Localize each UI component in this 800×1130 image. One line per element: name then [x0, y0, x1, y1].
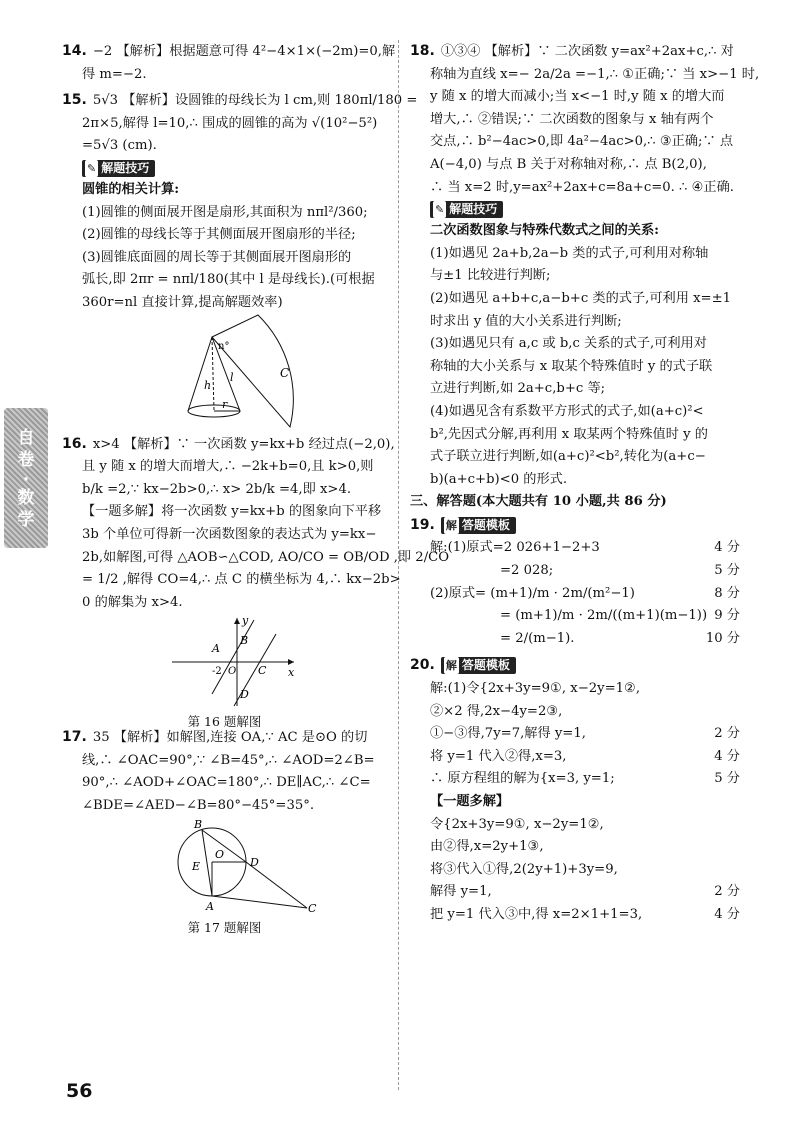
step-text: 由②得,x=2y+1③, — [430, 839, 544, 855]
tips-title: 二次函数图象与特殊代数式之间的关系: — [430, 223, 660, 239]
answer-line: 线,∴ ∠OAC=90°,∵ ∠B=45°,∴ ∠AOD=2∠B= — [82, 752, 375, 768]
point-c-label: C — [308, 901, 317, 915]
step-text: 将③代入①得,2(2y+1)+3y=9, — [430, 861, 618, 877]
step-text: 解得 y=1, — [430, 884, 492, 900]
cone-label-r: r — [222, 397, 228, 411]
page-number: 56 — [66, 1080, 93, 1102]
answer-icon: 解 — [445, 518, 457, 532]
cone-label-h: h — [204, 378, 212, 392]
figure-16 — [62, 614, 387, 730]
answer-icon: 解 — [445, 659, 457, 673]
side-tab-char: 数 — [17, 488, 35, 508]
step-score: 4 分 — [714, 748, 740, 764]
answer-line: 5√3 【解析】设圆锥的母线长为 l cm,则 180πl/180 = — [92, 93, 418, 109]
tips-badge — [430, 201, 503, 218]
pencil-icon: ✎ — [87, 161, 97, 175]
step-row — [410, 701, 740, 724]
figure-caption: 第 16 题解图 — [187, 714, 262, 730]
step-text: = (m+1)/m · 2m/((m+1)(m−1)) — [500, 608, 708, 624]
step-text: (2)原式= (m+1)/m · 2m/(m²−1) — [430, 585, 635, 601]
point-a-label: A — [212, 642, 220, 656]
side-tab-char: 自 — [17, 428, 35, 448]
answer-badge — [441, 517, 516, 534]
step-row — [410, 768, 740, 791]
answer-label: 答题模板 — [461, 658, 510, 673]
answer-line: 称轴为直线 x=− 2a/2a =−1,∴ ①正确;∵ 当 x>−1 时, — [430, 66, 760, 82]
graph-16 — [62, 614, 387, 708]
answer-line: A(−4,0) 与点 B 关于对称轴对称,∴ 点 B(2,0), — [430, 156, 707, 172]
side-tab-char: · — [22, 470, 30, 490]
question-17 — [62, 726, 387, 817]
tips-line: b)(a+c+b)<0 的形式. — [430, 471, 568, 487]
step-row — [410, 859, 740, 882]
question-number: 16. — [62, 435, 87, 452]
tips-box — [62, 158, 387, 315]
step-text: 解:(1)原式=2 026+1−2+3 — [430, 540, 600, 556]
answer-line: ∠BDE=∠AED−∠B=80°−45°=35°. — [82, 798, 315, 814]
tips-line: (1)圆锥的侧面展开图是扇形,其面积为 nπl²/360; — [82, 204, 368, 220]
cone-label-l: l — [230, 370, 234, 384]
point-b-label: B — [194, 817, 203, 831]
step-score: 4 分 — [714, 540, 740, 556]
question-20 — [410, 654, 740, 926]
cone-label-n: n° — [218, 340, 230, 352]
answer-line: 2b,如解图,可得 △AOB∽△COD, AO/CO = OB/OD ,即 2/CO — [82, 549, 450, 565]
tips-line: 360r=nl 直接计算,提高解题效率) — [82, 294, 283, 310]
point-d-label: D — [250, 855, 259, 869]
point-e-label: E — [192, 859, 201, 873]
answer-line: 交点,∴ b²−4ac>0,即 4a²−4ac>0,∴ ③正确;∵ 点 — [430, 134, 734, 150]
answer-line: 得 m=−2. — [82, 66, 147, 82]
answer-line: 0 的解集为 x>4. — [82, 594, 183, 610]
tips-line: 时求出 y 值的大小关系进行判断; — [430, 313, 622, 329]
tips-line: (3)如遇见只有 a,c 或 b,c 关系的式子,可利用对 — [430, 336, 707, 352]
step-row — [410, 560, 740, 583]
multi-solution-label: 【一题多解】 — [430, 794, 510, 809]
answer-line: 2π×5,解得 l=10,∴ 围成的圆锥的高为 √(10²−5²) — [82, 115, 378, 131]
point-o-label: O — [215, 847, 225, 861]
section-heading: 三、解答题(本大题共有 10 小题,共 86 分) — [410, 494, 667, 510]
tips-label: 解题技巧 — [101, 160, 150, 175]
step-score: 2 分 — [714, 726, 740, 742]
point-d-label: D — [240, 688, 249, 702]
step-text: 把 y=1 代入③中,得 x=2×1+1=3, — [430, 906, 643, 922]
point-a-label: A — [206, 899, 214, 913]
step-row — [410, 836, 740, 859]
question-14 — [62, 40, 396, 86]
step-text: = 2/(m−1). — [500, 630, 575, 646]
tick-minus2-label: -2 — [212, 666, 222, 678]
step-row — [410, 814, 740, 837]
answer-badge — [441, 657, 516, 674]
answer-line: ①③④ 【解析】∵ 二次函数 y=ax²+2ax+c,∴ 对 — [440, 44, 734, 59]
step-text: =2 028; — [500, 563, 554, 579]
answer-line: ∴ 当 x=2 时,y=ax²+2ax+c=8a+c=0. ∴ ④正确. — [430, 179, 735, 195]
tips-line: (1)如遇见 2a+b,2a−b 类的式子,可利用对称轴 — [430, 245, 709, 261]
tips-line: (4)如遇见含有系数平方形式的式子,如(a+c)²< — [430, 403, 704, 419]
step-row — [410, 746, 740, 769]
circle-diagram-17 — [62, 818, 387, 914]
question-number: 19. — [410, 516, 435, 533]
tips-line: 称轴的大小关系与 x 取某个特殊值时 y 的式子联 — [430, 358, 713, 374]
step-text: ②×2 得,2x−4y=2③, — [430, 703, 563, 719]
axis-y-label: y — [242, 614, 249, 628]
answer-line: y 随 x 的增大而减小;当 x<−1 时,y 随 x 的增大而 — [430, 89, 725, 105]
question-number: 17. — [62, 729, 87, 746]
step-text: 将 y=1 代入②得,x=3, — [430, 748, 567, 764]
figure-caption: 第 17 题解图 — [187, 919, 262, 935]
answer-line: 3b 个单位可得新一次函数图象的表达式为 y=kx− — [82, 526, 377, 542]
question-number: 20. — [410, 657, 435, 674]
side-tab-char: 卷 — [17, 450, 35, 470]
step-score: 9 分 — [714, 608, 740, 624]
answer-label: 答题模板 — [461, 517, 510, 532]
axis-x-label: x — [288, 666, 295, 680]
tips-line: b²,先因式分解,再利用 x 取某两个特殊值时 y 的 — [430, 426, 708, 442]
cone-figure — [62, 315, 387, 433]
tips-label: 解题技巧 — [449, 202, 498, 217]
tips-box — [410, 199, 740, 491]
question-number: 15. — [62, 92, 87, 109]
step-score: 5 分 — [714, 563, 740, 579]
pencil-icon: ✎ — [435, 203, 445, 217]
tips-line: 立进行判断,如 2a+c,b+c 等; — [430, 381, 606, 397]
origin-label: O — [228, 666, 237, 678]
question-18 — [410, 40, 760, 199]
right-column — [410, 40, 760, 927]
side-tab — [4, 408, 48, 548]
tips-title: 圆锥的相关计算: — [82, 181, 180, 197]
question-19 — [410, 514, 740, 651]
tips-line: (3)圆锥底面圆的周长等于其侧面展开图扇形的 — [82, 249, 352, 265]
tips-line: (2)圆锥的母线长等于其侧面展开图扇形的半径; — [82, 227, 356, 243]
step-score: 8 分 — [714, 585, 740, 601]
question-number: 18. — [410, 43, 435, 59]
step-row — [410, 628, 740, 651]
answer-line: 增大,∴ ②错误;∵ 二次函数的图象与 x 轴有两个 — [430, 111, 714, 127]
answer-line: 且 y 随 x 的增大而增大,∴ −2k+b=0,且 k>0,则 — [82, 459, 374, 475]
answer-line: = 1/2 ,解得 CO=4,∴ 点 C 的横坐标为 4,∴ kx−2b> — [82, 572, 401, 588]
cone-diagram — [62, 315, 387, 433]
tips-badge — [82, 160, 155, 177]
step-score: 5 分 — [714, 771, 740, 787]
tips-line: 式子联立进行判断,如(a+c)²<b²,转化为(a+c− — [430, 449, 706, 465]
answer-line: x>4 【解析】∵ 一次函数 y=kx+b 经过点(−2,0), — [92, 436, 395, 452]
tips-line: (2)如遇见 a+b+c,a−b+c 类的式子,可利用 x=±1 — [430, 290, 732, 306]
step-row — [410, 904, 740, 927]
side-tab-char: 学 — [17, 510, 35, 530]
step-score: 2 分 — [714, 884, 740, 900]
point-b-label: B — [240, 634, 249, 648]
step-row — [410, 723, 740, 746]
step-text: 令{2x+3y=9①, x−2y=1②, — [430, 816, 604, 832]
answer-line: −2 【解析】根据题意可得 4²−4×1×(−2m)=0,解 — [92, 44, 396, 59]
step-text: ①−③得,7y=7,解得 y=1, — [430, 726, 586, 742]
figure-17 — [62, 817, 387, 935]
step-score: 4 分 — [714, 906, 740, 922]
step-score: 10 分 — [705, 630, 740, 646]
cone-label-c: C — [280, 365, 290, 380]
question-number: 14. — [62, 43, 87, 59]
answer-line: b/k =2,∵ kx−2b>0,∴ x> 2b/k =4,即 x>4. — [82, 481, 352, 497]
step-row — [410, 583, 740, 606]
point-c-label: C — [258, 664, 267, 678]
tips-line: 弧长,即 2πr = nπl/180(其中 l 是母线长).(可根据 — [82, 272, 375, 288]
step-row — [410, 605, 740, 628]
question-15 — [62, 89, 418, 158]
step-row — [410, 881, 740, 904]
tips-line: 与±1 比较进行判断; — [430, 268, 551, 284]
answer-line: 【一题多解】将一次函数 y=kx+b 的图象向下平移 — [82, 504, 382, 520]
answer-line: 90°,∴ ∠AOD+∠OAC=180°,∴ DE∥AC,∴ ∠C= — [82, 775, 371, 791]
answer-line: 35 【解析】如解图,连接 OA,∵ AC 是⊙O 的切 — [92, 730, 368, 746]
step-row — [410, 678, 740, 701]
step-text: 解:(1)令{2x+3y=9①, x−2y=1②, — [430, 681, 641, 697]
step-text: ∴ 原方程组的解为{x=3, y=1; — [430, 771, 615, 787]
answer-line: =5√3 (cm). — [82, 138, 157, 154]
step-row — [410, 537, 740, 560]
